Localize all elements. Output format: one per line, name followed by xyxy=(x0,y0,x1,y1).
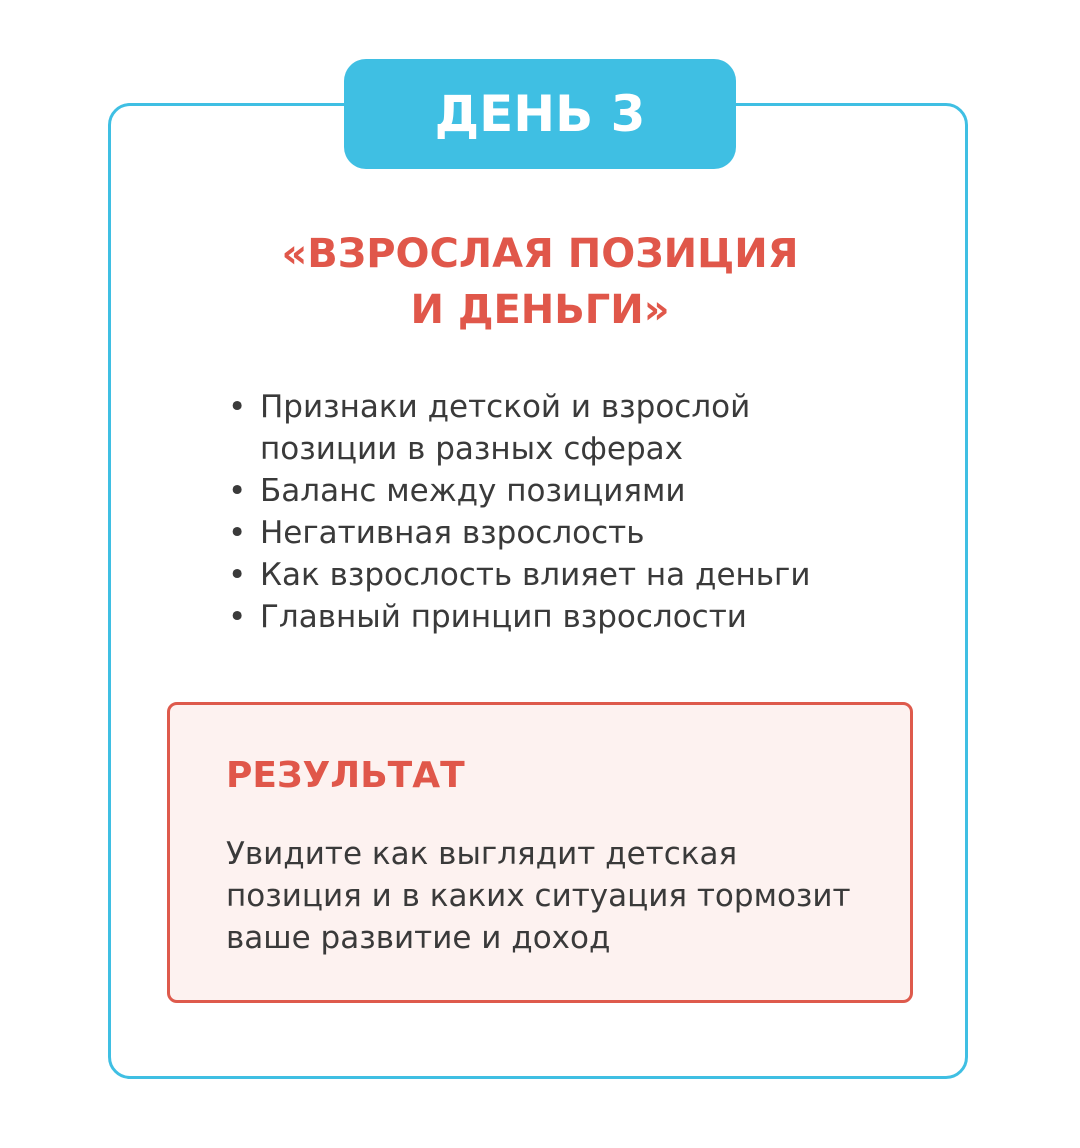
topic-item xyxy=(222,470,842,512)
lesson-title xyxy=(170,226,910,338)
day-badge xyxy=(344,59,736,169)
bullet-icon: • xyxy=(228,515,247,551)
topic-item xyxy=(222,596,842,638)
topic-text: Признаки детской и взрослой xyxy=(260,389,751,425)
result-text-line: Увидите как выглядит детская xyxy=(226,836,738,872)
day-badge-label: ДЕНЬ 3 xyxy=(434,85,646,143)
result-box xyxy=(167,702,913,1003)
bullet-icon: • xyxy=(228,557,247,593)
result-title: РЕЗУЛЬТАТ xyxy=(226,755,465,796)
topic-item xyxy=(222,512,842,554)
lesson-title-line-1: «ВЗРОСЛАЯ ПОЗИЦИЯ xyxy=(281,231,799,277)
topics-list xyxy=(222,386,842,638)
result-text-line: позиция и в каких ситуация тормозит xyxy=(226,878,851,914)
result-text xyxy=(226,833,866,959)
topic-text: Главный принцип взрослости xyxy=(260,599,747,635)
bullet-icon: • xyxy=(228,389,247,425)
topic-text: Негативная взрослость xyxy=(260,515,645,551)
topic-text: Как взрослость влияет на деньги xyxy=(260,557,811,593)
topic-item xyxy=(222,386,842,470)
bullet-icon: • xyxy=(228,599,247,635)
topic-text: Баланс между позициями xyxy=(260,473,686,509)
result-text-line: ваше развитие и доход xyxy=(226,920,611,956)
bullet-icon: • xyxy=(228,473,247,509)
lesson-title-line-2: И ДЕНЬГИ» xyxy=(410,287,670,333)
topic-item xyxy=(222,554,842,596)
topic-text-continued: позиции в разных сферах xyxy=(260,431,683,467)
